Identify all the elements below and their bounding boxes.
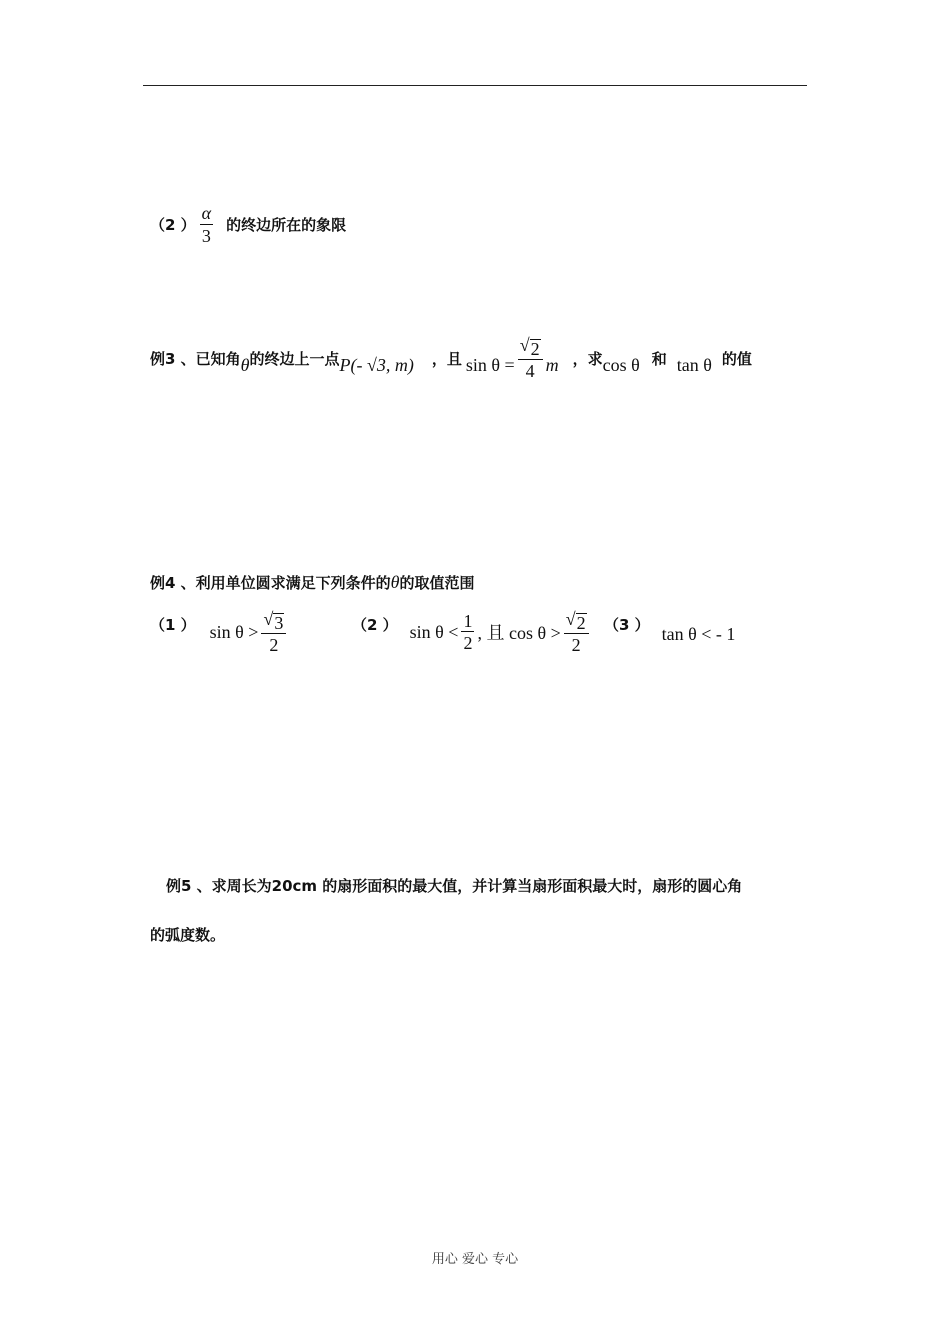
cos-theta: cos θ: [602, 354, 640, 375]
example-3-text5: 的值: [721, 349, 752, 368]
example-3-label: 例3 、已知角: [150, 349, 241, 368]
theta-symbol: θ: [390, 572, 400, 592]
example-4-title: [150, 572, 475, 593]
example-3-text4: 和: [651, 349, 667, 368]
condition-3-expr: tan θ < - 1: [661, 624, 736, 644]
question-2-text: 的终边所在的象限: [226, 216, 347, 235]
example-5-text2: 的弧度数。: [150, 926, 226, 944]
sqrt3-over-2: √ 3 2: [261, 610, 286, 655]
example-5-text1: 例5 、求周长为20cm 的扇形面积的最大值，并计算当扇形面积最大时，扇形的圆心角: [166, 877, 743, 895]
question-2-line: [150, 204, 346, 246]
condition-3-label: （3 ）: [604, 616, 650, 634]
example-5-line1: [166, 875, 742, 896]
point-p: P(- √3, m): [339, 354, 414, 375]
condition-2-label: （2 ）: [352, 616, 398, 634]
one-over-2: $\frac{1}{2}$: [463, 610, 473, 654]
question-2-label: （2 ）: [150, 216, 196, 235]
alpha-over-3: $\frac{\alpha}{3}$: [201, 203, 212, 246]
condition-2: [352, 610, 592, 655]
example-3-text2: ，且: [431, 349, 462, 368]
theta-symbol: θ: [240, 354, 250, 375]
sqrt2-over-4: √ 2 4: [518, 336, 543, 381]
condition-1: [150, 610, 289, 655]
example-3-text3: ，求: [572, 349, 603, 368]
example-4-label: 例4 、利用单位圆求满足下列条件的: [150, 574, 391, 592]
sqrt2-over-2: √ 2 2: [564, 610, 589, 655]
example-3-line: [150, 336, 752, 381]
condition-2-mid: , 且 cos θ >: [477, 623, 561, 644]
example-3-text1: 的终边上一点: [249, 349, 340, 368]
condition-2-lhs: sin θ <: [409, 621, 459, 642]
condition-3: [604, 614, 735, 645]
example-5-line2: [150, 924, 225, 945]
example-4-title-end: 的取值范围: [399, 574, 475, 592]
sin-theta-eq: sin θ =: [465, 354, 515, 375]
condition-1-label: （1 ）: [150, 616, 196, 634]
page-footer: 用心 爱心 专心: [431, 1252, 519, 1267]
header-rule: [143, 85, 807, 86]
m-symbol: m: [545, 354, 559, 375]
tan-theta: tan θ: [676, 354, 712, 375]
condition-1-lhs: sin θ >: [209, 621, 259, 642]
